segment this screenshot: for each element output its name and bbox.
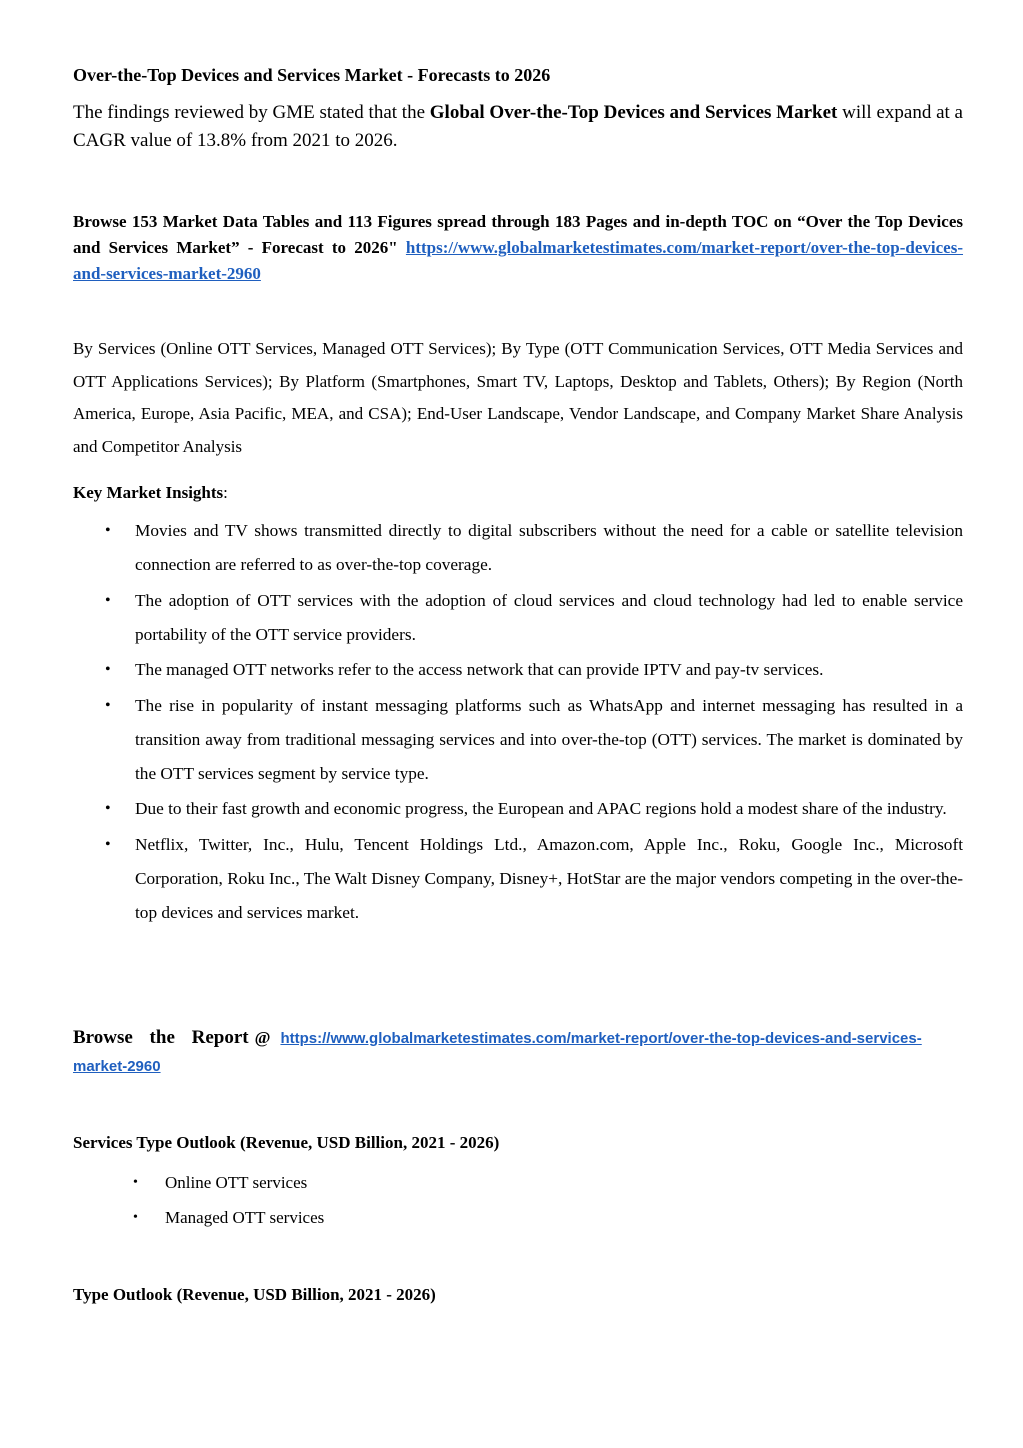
insight-item xyxy=(73,653,963,687)
services-type-item xyxy=(73,1201,324,1236)
services-type-heading: Services Type Outlook (Revenue, USD Billion, 2021 - 2026) xyxy=(73,1133,500,1152)
insight-text: Netflix, Twitter, Inc., Hulu, Tencent Holdings Ltd., Amazon.com, Apple Inc., Roku, Google Inc., Microsoft Corporation, Roku Inc., The Walt Disney Company, Disney+, HotStar are the major vendors competing in the over-the-top devices and services market. xyxy=(135,834,963,922)
bullet-icon: • xyxy=(105,696,111,714)
insight-text: The rise in popularity of instant messaging platforms such as WhatsApp and internet messaging has resulted in a transition away from traditional messaging services and into over-the-top (OTT) services. The market is dominated by the OTT services segment by service type. xyxy=(135,695,963,783)
intro-text-after: will expand at a CAGR value of 13.8% from 2021 to 2026. xyxy=(73,102,963,151)
insight-item xyxy=(73,514,963,582)
insight-text: The managed OTT networks refer to the access network that can provide IPTV and pay-tv services. xyxy=(135,660,824,679)
services-type-text: Managed OTT services xyxy=(165,1207,325,1227)
services-type-text: Online OTT services xyxy=(165,1173,308,1192)
browse-report-link[interactable]: https://www.globalmarketestimates.com/market-report/over-the-top-devices-and-services-market-2960 xyxy=(73,1030,922,1075)
intro-text-before: The findings reviewed by GME stated that the xyxy=(73,102,430,123)
key-insights-heading xyxy=(73,481,228,505)
insight-text: The adoption of OTT services with the adoption of cloud services and cloud technology had led to enable service portability of the OTT service providers. xyxy=(135,590,963,644)
browse-toc-text: Browse 153 Market Data Tables and 113 Figures spread through 183 Pages and in-depth TOC on “Over the Top Devices and Services Market” - Forecast to 2026" xyxy=(73,212,963,257)
intro-paragraph xyxy=(73,99,963,155)
browse-report-at: @ xyxy=(254,1028,271,1047)
bullet-icon: • xyxy=(133,1209,138,1225)
type-outlook-heading: Type Outlook (Revenue, USD Billion, 2021 - 2026) xyxy=(73,1285,436,1304)
browse-report-line xyxy=(73,1024,963,1081)
bullet-icon: • xyxy=(105,522,111,539)
bullet-icon: • xyxy=(105,661,111,678)
browse-report-label: Browse the Report xyxy=(73,1027,249,1048)
insight-item xyxy=(73,792,963,826)
key-insights-colon: : xyxy=(223,483,228,502)
key-insights-list xyxy=(73,514,963,931)
insight-item xyxy=(73,689,963,791)
insight-item xyxy=(73,584,963,652)
services-type-item xyxy=(73,1166,324,1201)
bullet-icon: • xyxy=(133,1175,138,1190)
insight-item xyxy=(73,828,963,930)
key-insights-heading-text: Key Market Insights xyxy=(73,483,224,502)
bullet-icon: • xyxy=(105,591,111,609)
intro-market-name: Global Over-the-Top Devices and Services Market xyxy=(429,102,838,123)
bullet-icon: • xyxy=(105,800,111,817)
insight-text: Due to their fast growth and economic progress, the European and APAC regions hold a modest share of the industry. xyxy=(135,799,947,818)
bullet-icon: • xyxy=(105,835,111,853)
services-type-list xyxy=(73,1166,324,1235)
browse-toc-paragraph xyxy=(73,209,963,287)
insight-text: Movies and TV shows transmitted directly to digital subscribers without the need for a cable or satellite television connection are referred to as over-the-top coverage. xyxy=(135,521,963,574)
segmentation-paragraph: By Services (Online OTT Services, Managed OTT Services); By Type (OTT Communication Services, OTT Media Services and OTT Applications Services); By Platform (Smartphones, Smart TV, Laptops, Desktop and Tablets, Others); By Region (North America, Europe, Asia Pacific, MEA, and CSA); End-User Landscape, Vendor Landscape, and Company Market Share Analysis and Competitor Analysis xyxy=(73,339,963,456)
report-link[interactable]: https://www.globalmarketestimates.com/market-report/over-the-top-devices-and-services-market-2960 xyxy=(73,238,963,283)
document-title: Over-the-Top Devices and Services Market - Forecasts to 2026 xyxy=(73,65,551,85)
